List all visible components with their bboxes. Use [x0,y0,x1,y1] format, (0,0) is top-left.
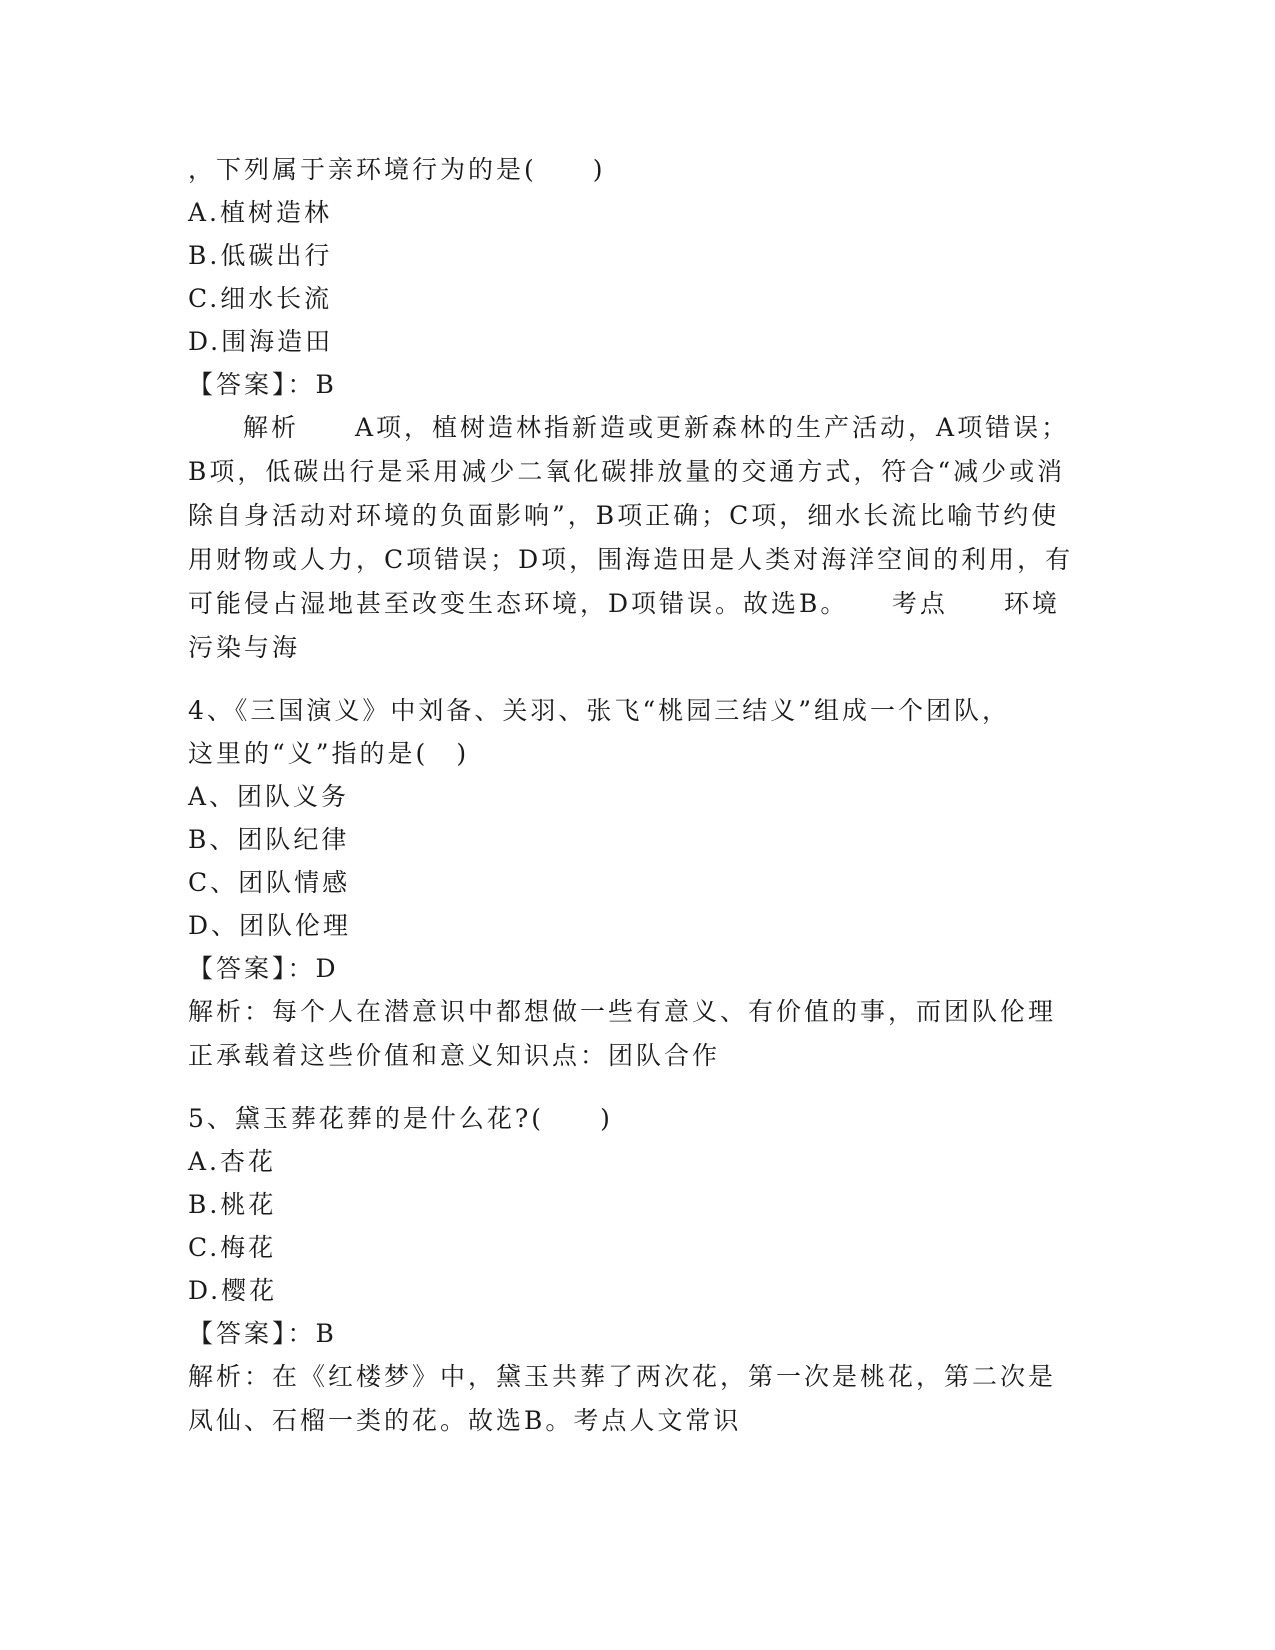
option-d: D.樱花 [188,1276,278,1305]
option-b: B、团队纪律 [188,825,350,854]
analysis-paragraph: 解析：在《红楼梦》中，黛玉共葬了两次花，第一次是桃花，第二次是凤仙、石榴一类的花。故选B。考点人文常识 [188,1362,1057,1435]
option-a: A、团队义务 [188,782,350,811]
option-b: B.低碳出行 [188,241,333,270]
option-c: C.梅花 [188,1233,277,1262]
question-stem: ，下列属于亲环境行为的是( ) [188,155,606,184]
question-stem: 5、黛玉葬花葬的是什么花?( ) [188,1104,613,1133]
question-block-3 [188,148,1078,670]
option-a: A.杏花 [188,1147,277,1176]
analysis-paragraph: 解析 A项，植树造林指新造或更新森林的生产活动，A项错误；B项，低碳出行是采用减少二氧化碳排放量的交通方式，符合“减少或消除自身活动对环境的负面影响”，B项正确；C项，细水长流比喻节约使用财物或人力，C项错误；D项，围海造田是人类对海洋空间的利用，有可能侵占湿地甚至改变生态环境，D项错误。故选B。 考点 环境污染与海 [188,413,1074,662]
spacer [188,1078,1078,1097]
answer-line: 【答案】：B [188,370,337,399]
option-a: A.植树造林 [188,198,333,227]
answer-line: 【答案】：D [188,954,339,983]
option-d: D.围海造田 [188,327,334,356]
document-content [188,148,1078,1443]
option-d: D、团队伦理 [188,911,352,940]
question-block-5 [188,1097,1078,1443]
question-block-4 [188,689,1078,1078]
spacer [188,670,1078,689]
question-stem-continued: 这里的“义”指的是( ) [188,739,470,768]
option-b: B.桃花 [188,1190,277,1219]
analysis-paragraph: 解析：每个人在潜意识中都想做一些有意义、有价值的事，而团队伦理正承载着这些价值和意义知识点：团队合作 [188,997,1057,1070]
question-stem: 4、《三国演义》中刘备、关羽、张飞“桃园三结义”组成一个团队， [188,696,1010,725]
answer-line: 【答案】：B [188,1319,337,1348]
option-c: C、团队情感 [188,868,351,897]
option-c: C.细水长流 [188,284,333,313]
